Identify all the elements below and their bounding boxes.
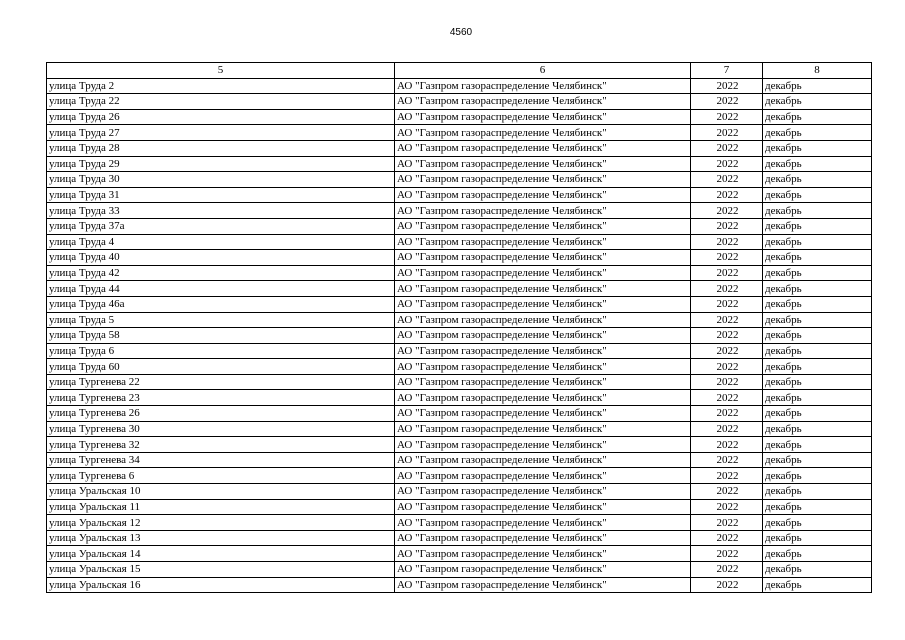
organization-cell: АО "Газпром газораспределение Челябинск" bbox=[395, 140, 691, 156]
table-row bbox=[47, 437, 872, 453]
table-row bbox=[47, 484, 872, 500]
column-header-6: 6 bbox=[395, 63, 691, 79]
address-cell: улица Труда 37а bbox=[47, 218, 395, 234]
month-cell: декабрь bbox=[763, 156, 872, 172]
table-row bbox=[47, 156, 872, 172]
organization-cell: АО "Газпром газораспределение Челябинск" bbox=[395, 172, 691, 188]
organization-cell: АО "Газпром газораспределение Челябинск" bbox=[395, 359, 691, 375]
month-cell: декабрь bbox=[763, 218, 872, 234]
month-cell: декабрь bbox=[763, 562, 872, 578]
address-cell: улица Труда 4 bbox=[47, 234, 395, 250]
organization-cell: АО "Газпром газораспределение Челябинск" bbox=[395, 343, 691, 359]
month-cell: декабрь bbox=[763, 265, 872, 281]
year-cell: 2022 bbox=[691, 484, 763, 500]
address-cell: улица Труда 60 bbox=[47, 359, 395, 375]
address-cell: улица Труда 6 bbox=[47, 343, 395, 359]
table-row bbox=[47, 234, 872, 250]
address-cell: улица Труда 33 bbox=[47, 203, 395, 219]
table-row bbox=[47, 94, 872, 110]
organization-cell: АО "Газпром газораспределение Челябинск" bbox=[395, 421, 691, 437]
address-cell: улица Труда 44 bbox=[47, 281, 395, 297]
table-row bbox=[47, 328, 872, 344]
year-cell: 2022 bbox=[691, 218, 763, 234]
organization-cell: АО "Газпром газораспределение Челябинск" bbox=[395, 234, 691, 250]
year-cell: 2022 bbox=[691, 359, 763, 375]
organization-cell: АО "Газпром газораспределение Челябинск" bbox=[395, 390, 691, 406]
organization-cell: АО "Газпром газораспределение Челябинск" bbox=[395, 94, 691, 110]
table-row bbox=[47, 187, 872, 203]
table-row bbox=[47, 281, 872, 297]
address-cell: улица Труда 22 bbox=[47, 94, 395, 110]
year-cell: 2022 bbox=[691, 546, 763, 562]
table-row bbox=[47, 406, 872, 422]
organization-cell: АО "Газпром газораспределение Челябинск" bbox=[395, 499, 691, 515]
column-header-7: 7 bbox=[691, 63, 763, 79]
table-row bbox=[47, 421, 872, 437]
year-cell: 2022 bbox=[691, 406, 763, 422]
organization-cell: АО "Газпром газораспределение Челябинск" bbox=[395, 484, 691, 500]
organization-cell: АО "Газпром газораспределение Челябинск" bbox=[395, 312, 691, 328]
table-row bbox=[47, 546, 872, 562]
month-cell: декабрь bbox=[763, 78, 872, 94]
table-row bbox=[47, 562, 872, 578]
month-cell: декабрь bbox=[763, 374, 872, 390]
header-row bbox=[47, 63, 872, 79]
month-cell: декабрь bbox=[763, 546, 872, 562]
year-cell: 2022 bbox=[691, 437, 763, 453]
address-cell: улица Уральская 10 bbox=[47, 484, 395, 500]
year-cell: 2022 bbox=[691, 187, 763, 203]
organization-cell: АО "Газпром газораспределение Челябинск" bbox=[395, 546, 691, 562]
table-body bbox=[47, 78, 872, 593]
month-cell: декабрь bbox=[763, 296, 872, 312]
organization-cell: АО "Газпром газораспределение Челябинск" bbox=[395, 281, 691, 297]
page-number: 4560 bbox=[449, 27, 473, 38]
table-row bbox=[47, 515, 872, 531]
month-cell: декабрь bbox=[763, 203, 872, 219]
table-row bbox=[47, 78, 872, 94]
address-cell: улица Труда 29 bbox=[47, 156, 395, 172]
organization-cell: АО "Газпром газораспределение Челябинск" bbox=[395, 374, 691, 390]
table-header bbox=[47, 63, 872, 79]
year-cell: 2022 bbox=[691, 234, 763, 250]
address-cell: улица Труда 26 bbox=[47, 109, 395, 125]
year-cell: 2022 bbox=[691, 328, 763, 344]
year-cell: 2022 bbox=[691, 499, 763, 515]
year-cell: 2022 bbox=[691, 265, 763, 281]
month-cell: декабрь bbox=[763, 468, 872, 484]
month-cell: декабрь bbox=[763, 140, 872, 156]
address-cell: улица Тургенева 32 bbox=[47, 437, 395, 453]
month-cell: декабрь bbox=[763, 281, 872, 297]
address-cell: улица Тургенева 23 bbox=[47, 390, 395, 406]
address-cell: улица Труда 27 bbox=[47, 125, 395, 141]
month-cell: декабрь bbox=[763, 250, 872, 266]
table-row bbox=[47, 203, 872, 219]
organization-cell: АО "Газпром газораспределение Челябинск" bbox=[395, 125, 691, 141]
year-cell: 2022 bbox=[691, 312, 763, 328]
year-cell: 2022 bbox=[691, 109, 763, 125]
register-table bbox=[46, 62, 872, 593]
organization-cell: АО "Газпром газораспределение Челябинск" bbox=[395, 530, 691, 546]
year-cell: 2022 bbox=[691, 452, 763, 468]
address-cell: улица Уральская 15 bbox=[47, 562, 395, 578]
address-cell: улица Труда 40 bbox=[47, 250, 395, 266]
organization-cell: АО "Газпром газораспределение Челябинск" bbox=[395, 406, 691, 422]
year-cell: 2022 bbox=[691, 468, 763, 484]
year-cell: 2022 bbox=[691, 421, 763, 437]
year-cell: 2022 bbox=[691, 156, 763, 172]
month-cell: декабрь bbox=[763, 109, 872, 125]
address-cell: улица Труда 42 bbox=[47, 265, 395, 281]
address-cell: улица Уральская 12 bbox=[47, 515, 395, 531]
address-cell: улица Труда 58 bbox=[47, 328, 395, 344]
address-cell: улица Тургенева 22 bbox=[47, 374, 395, 390]
year-cell: 2022 bbox=[691, 140, 763, 156]
month-cell: декабрь bbox=[763, 530, 872, 546]
table-row bbox=[47, 499, 872, 515]
address-cell: улица Труда 5 bbox=[47, 312, 395, 328]
address-cell: улица Тургенева 34 bbox=[47, 452, 395, 468]
month-cell: декабрь bbox=[763, 312, 872, 328]
organization-cell: АО "Газпром газораспределение Челябинск" bbox=[395, 468, 691, 484]
address-cell: улица Труда 30 bbox=[47, 172, 395, 188]
table-row bbox=[47, 530, 872, 546]
organization-cell: АО "Газпром газораспределение Челябинск" bbox=[395, 218, 691, 234]
month-cell: декабрь bbox=[763, 421, 872, 437]
organization-cell: АО "Газпром газораспределение Челябинск" bbox=[395, 577, 691, 593]
month-cell: декабрь bbox=[763, 515, 872, 531]
table-row bbox=[47, 109, 872, 125]
month-cell: декабрь bbox=[763, 187, 872, 203]
table-row bbox=[47, 468, 872, 484]
address-cell: улица Уральская 14 bbox=[47, 546, 395, 562]
table-row bbox=[47, 250, 872, 266]
organization-cell: АО "Газпром газораспределение Челябинск" bbox=[395, 156, 691, 172]
address-cell: улица Тургенева 30 bbox=[47, 421, 395, 437]
year-cell: 2022 bbox=[691, 390, 763, 406]
month-cell: декабрь bbox=[763, 328, 872, 344]
column-header-8: 8 bbox=[763, 63, 872, 79]
year-cell: 2022 bbox=[691, 577, 763, 593]
table-row bbox=[47, 140, 872, 156]
month-cell: декабрь bbox=[763, 577, 872, 593]
table-row bbox=[47, 343, 872, 359]
address-cell: улица Уральская 16 bbox=[47, 577, 395, 593]
year-cell: 2022 bbox=[691, 203, 763, 219]
month-cell: декабрь bbox=[763, 390, 872, 406]
organization-cell: АО "Газпром газораспределение Челябинск" bbox=[395, 203, 691, 219]
year-cell: 2022 bbox=[691, 78, 763, 94]
table-row bbox=[47, 452, 872, 468]
column-header-5: 5 bbox=[47, 63, 395, 79]
year-cell: 2022 bbox=[691, 281, 763, 297]
month-cell: декабрь bbox=[763, 234, 872, 250]
table-row bbox=[47, 359, 872, 375]
address-cell: улица Тургенева 26 bbox=[47, 406, 395, 422]
organization-cell: АО "Газпром газораспределение Челябинск" bbox=[395, 109, 691, 125]
month-cell: декабрь bbox=[763, 484, 872, 500]
organization-cell: АО "Газпром газораспределение Челябинск" bbox=[395, 328, 691, 344]
month-cell: декабрь bbox=[763, 499, 872, 515]
table-row bbox=[47, 390, 872, 406]
month-cell: декабрь bbox=[763, 172, 872, 188]
table-row bbox=[47, 374, 872, 390]
organization-cell: АО "Газпром газораспределение Челябинск" bbox=[395, 265, 691, 281]
address-cell: улица Уральская 11 bbox=[47, 499, 395, 515]
organization-cell: АО "Газпром газораспределение Челябинск" bbox=[395, 250, 691, 266]
year-cell: 2022 bbox=[691, 343, 763, 359]
address-cell: улица Уральская 13 bbox=[47, 530, 395, 546]
organization-cell: АО "Газпром газораспределение Челябинск" bbox=[395, 562, 691, 578]
year-cell: 2022 bbox=[691, 515, 763, 531]
organization-cell: АО "Газпром газораспределение Челябинск" bbox=[395, 78, 691, 94]
year-cell: 2022 bbox=[691, 172, 763, 188]
table-row bbox=[47, 312, 872, 328]
table-row bbox=[47, 265, 872, 281]
table-row bbox=[47, 125, 872, 141]
address-cell: улица Труда 31 bbox=[47, 187, 395, 203]
organization-cell: АО "Газпром газораспределение Челябинск" bbox=[395, 452, 691, 468]
address-cell: улица Труда 28 bbox=[47, 140, 395, 156]
organization-cell: АО "Газпром газораспределение Челябинск" bbox=[395, 187, 691, 203]
table-row bbox=[47, 172, 872, 188]
address-cell: улица Труда 2 bbox=[47, 78, 395, 94]
month-cell: декабрь bbox=[763, 406, 872, 422]
month-cell: декабрь bbox=[763, 437, 872, 453]
year-cell: 2022 bbox=[691, 562, 763, 578]
table-row bbox=[47, 218, 872, 234]
year-cell: 2022 bbox=[691, 374, 763, 390]
address-cell: улица Тургенева 6 bbox=[47, 468, 395, 484]
month-cell: декабрь bbox=[763, 359, 872, 375]
year-cell: 2022 bbox=[691, 94, 763, 110]
organization-cell: АО "Газпром газораспределение Челябинск" bbox=[395, 296, 691, 312]
month-cell: декабрь bbox=[763, 94, 872, 110]
year-cell: 2022 bbox=[691, 530, 763, 546]
year-cell: 2022 bbox=[691, 125, 763, 141]
year-cell: 2022 bbox=[691, 250, 763, 266]
table-row bbox=[47, 296, 872, 312]
organization-cell: АО "Газпром газораспределение Челябинск" bbox=[395, 437, 691, 453]
organization-cell: АО "Газпром газораспределение Челябинск" bbox=[395, 515, 691, 531]
address-cell: улица Труда 46а bbox=[47, 296, 395, 312]
year-cell: 2022 bbox=[691, 296, 763, 312]
month-cell: декабрь bbox=[763, 452, 872, 468]
month-cell: декабрь bbox=[763, 343, 872, 359]
month-cell: декабрь bbox=[763, 125, 872, 141]
table-row bbox=[47, 577, 872, 593]
